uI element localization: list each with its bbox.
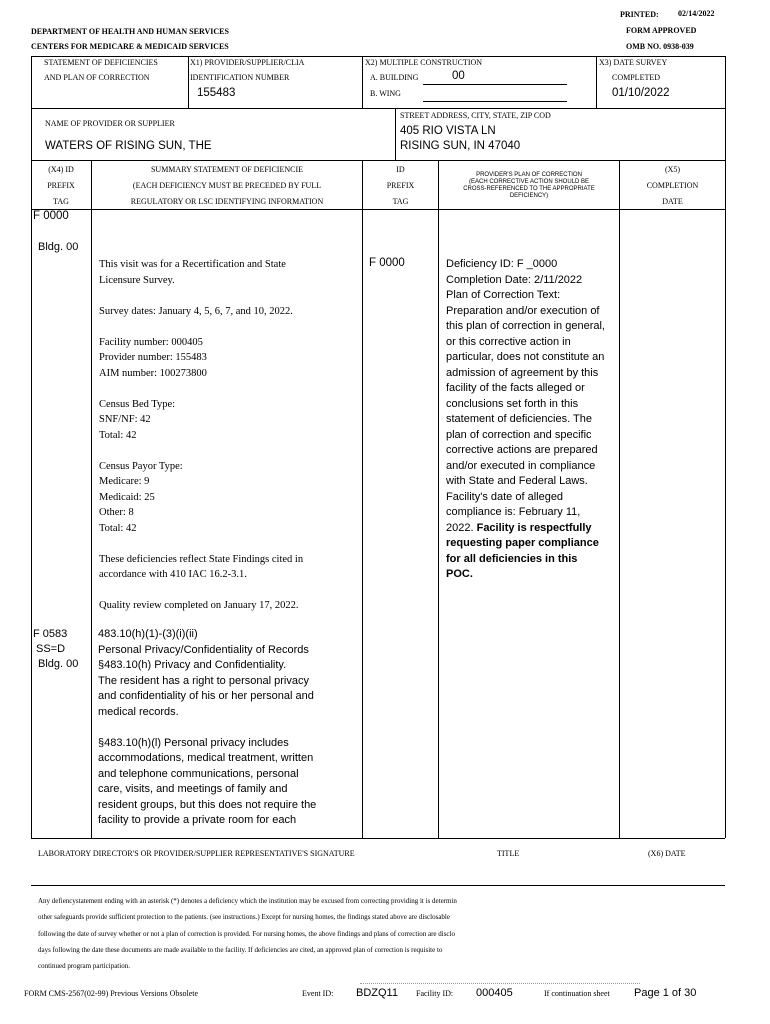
id-header-1: ID (396, 165, 405, 174)
plan-correction-label: AND PLAN OF CORRECTION (44, 73, 150, 82)
building-value: 00 (452, 70, 465, 82)
multiple-construction-label: X2) MULTIPLE CONSTRUCTION (365, 58, 483, 67)
rule (362, 160, 363, 838)
rule (438, 160, 439, 838)
provider-id-label: X1) PROVIDER/SUPPLIER/CLIA (190, 58, 305, 67)
street-line-1: 405 RIO VISTA LN (400, 125, 496, 137)
rule (91, 160, 92, 838)
facility-id-label: Facility ID: (416, 989, 454, 998)
severity-scope: SS=D (36, 643, 66, 655)
rule (725, 56, 726, 108)
department-line: DEPARTMENT OF HEALTH AND HUMAN SERVICES (31, 27, 229, 36)
rule (31, 209, 725, 210)
x5-header-2: COMPLETION (646, 181, 699, 190)
id-header-3: TAG (392, 197, 409, 206)
summary-f0583: 483.10(h)(1)-(3)(i)(ii) Personal Privacy/Confidentiality of Records §483.10(h) Privacy and Confidentiality. The resident has a right to personal privacy and confidentiality of his or her personal and medical records. §483.10(h)(l) Personal privacy includes accommodations, medical treatment, written and telephone communications, personal care, visits, and meetings of family and resident groups, but this does not require the facility to provide a private room for each (98, 628, 317, 826)
wing-label: B. WING (370, 89, 401, 98)
street-address-label: STREET ADDRESS, CITY, STATE, ZIP COD (400, 111, 551, 120)
rule (31, 160, 32, 838)
tag-f0583: F 0583 (33, 628, 68, 640)
omb-number: OMB NO. 0938-039 (626, 42, 694, 51)
x5-header-1: (X5) (664, 165, 681, 174)
wing-underline (423, 101, 567, 102)
centers-line: CENTERS FOR MEDICARE & MEDICAID SERVICES (31, 42, 229, 51)
printed-date: 02/14/2022 (678, 9, 715, 18)
identification-number-label: IDENTIFICATION NUMBER (190, 73, 290, 82)
rule (725, 108, 726, 160)
signature-label: LABORATORY DIRECTOR'S OR PROVIDER/SUPPLIER REPRESENTATIVE'S SIGNATURE (38, 849, 355, 858)
plan-header-3: CROSS-REFERENCED TO THE APPROPRIATE (463, 186, 595, 192)
x5-header-3: DATE (662, 197, 683, 206)
rule (31, 108, 32, 160)
footer-divider (360, 983, 640, 984)
event-id: BDZQ11 (356, 987, 398, 999)
plan-of-correction: Deficiency ID: F _0000 Completion Date: 2/11/2022 Plan of Correction Text: Preparation and/or execution of this plan of correction in general, or this corrective action in particular, does not constitute an admission of agreement by this facility of the facts alleged or conclusions set forth in this statement of deficiencies. The plan of correction and specific corrective actions are prepared and/or executed in compliance with State and Federal Laws. Facility's date of alleged compliance is: February 11, 2022. Facility is respectfully requesting paper compliance for all deficiencies in this POC. (446, 258, 605, 580)
rule (31, 885, 725, 886)
rule (395, 108, 396, 160)
tag-f0000: F 0000 (33, 210, 69, 222)
page-number: Page 1 of 30 (634, 987, 697, 999)
building-underline (423, 84, 567, 85)
title-label: TITLE (497, 849, 520, 858)
continuation-label: If continuation sheet (544, 989, 610, 998)
provider-number: 155483 (197, 87, 236, 99)
rule (188, 56, 189, 108)
summary-header-1: SUMMARY STATEMENT OF DEFICIENCIE (150, 165, 304, 174)
rule (362, 56, 363, 108)
building-label: A. BUILDING (370, 73, 419, 82)
id-header-2: PREFIX (386, 181, 415, 190)
completed-date: 01/10/2022 (612, 87, 670, 99)
rule (31, 56, 32, 108)
printed-label: PRINTED: (620, 10, 659, 19)
provider-name: WATERS OF RISING SUN, THE (45, 140, 212, 152)
plan-header-4: DEFICIENCY) (509, 193, 549, 199)
event-id-label: Event ID: (302, 989, 334, 998)
rule (596, 56, 597, 108)
statement-label: STATEMENT OF DEFICIENCIES (44, 58, 158, 67)
summary-f0000: This visit was for a Recertification and State Licensure Survey. Survey dates: January 4, 5, 6, 7, and 10, 2022. Facility number: 000405 Provider number: 155483 AIM number: 100273800 Census Bed Type: SNF/NF: 42 Total: 42 Census Payor Type: Medicare: 9 Medicaid: 25 Other: 8 Total: 42 These deficiencies reflect State Findings cited in accordance with 410 IAC 16.2-3.1. Quality review completed on January 17, 2022. (99, 259, 304, 611)
summary-header-2: (EACH DEFICIENCY MUST BE PRECEDED BY FULL (132, 181, 322, 190)
bldg-label: Bldg. 00 (38, 658, 79, 670)
id-tag-f0000: F 0000 (369, 257, 405, 269)
street-line-2: RISING SUN, IN 47040 (400, 140, 521, 152)
x4-header-1: (X4) ID (48, 165, 74, 174)
plan-header-2: (EACH CORRECTIVE ACTION SHOULD BE (468, 179, 590, 185)
x6-date-label: (X6) DATE (648, 849, 686, 858)
plan-header-1: PROVIDER'S PLAN OF CORRECTION (476, 172, 582, 178)
rule (31, 108, 725, 109)
x4-header-2: PREFIX (47, 181, 75, 190)
disclaimer: Any defiencystatement ending with an asterisk (*) denotes a deficiency which the institution may be excused from correcting providing it is determin other safeguards provide sufficient protection to the patients. (see instructions.) Except for nursing homes, the findings stated above are disclosable following the date of survey whether or not a plan of correction is provided. For nursing homes, the above findings and plans of correction are disclo days following the date these documents are made available to the facility. If deficiencies are cited, an approved plan of correction is requisite to continued program participation. (38, 897, 457, 971)
rule (725, 160, 726, 838)
rule (619, 160, 620, 838)
provider-name-label: NAME OF PROVIDER OR SUPPLIER (45, 119, 175, 128)
facility-id: 000405 (476, 987, 513, 999)
rule (31, 160, 725, 161)
summary-header-3: REGULATORY OR LSC IDENTIFYING INFORMATION (130, 197, 324, 206)
bldg-label: Bldg. 00 (38, 241, 79, 253)
rule (31, 838, 725, 839)
rule (31, 56, 725, 57)
date-survey-label: X3) DATE SURVEY (599, 58, 668, 67)
x4-header-3: TAG (53, 197, 69, 206)
form-number: FORM CMS-2567(02-99) Previous Versions Obsolete (24, 989, 199, 998)
form-approved: FORM APPROVED (626, 26, 697, 35)
completed-label: COMPLETED (612, 73, 660, 82)
